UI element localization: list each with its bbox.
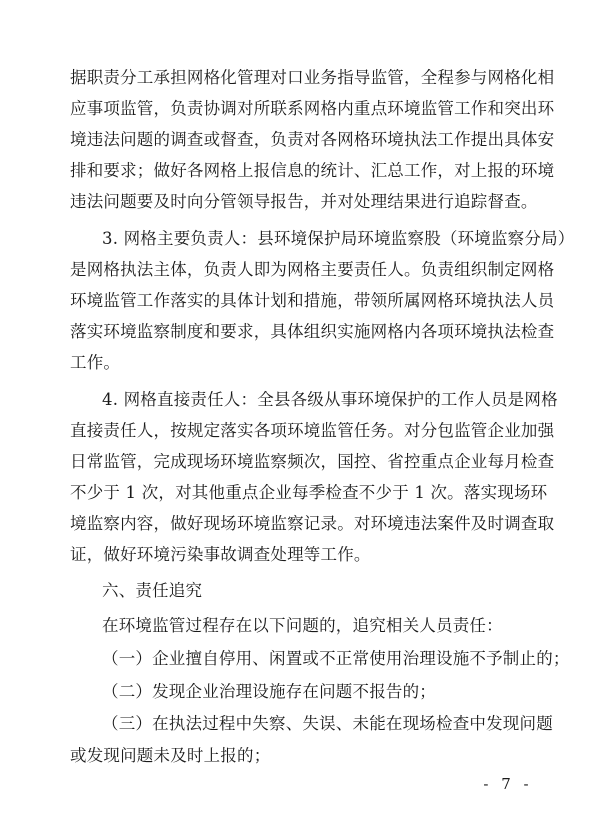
text-line: 落实环境监察制度和要求，具体组织实施网格内各项环境执法检查 [70,322,555,341]
text-line: 排和要求；做好各网格上报信息的统计、汇总工作，对上报的环境 [70,161,555,180]
section-heading: 六、责任追究 [102,581,203,600]
list-item: （二）发现企业治理设施存在问题不报告的； [102,682,436,701]
text-line: 或发现问题未及时上报的； [70,746,271,765]
list-item: （三）在执法过程中失察、失误、未能在现场检查中发现问题 [102,714,553,733]
text-line: 3. 网格主要负责人：县环境保护局环境监察股（环境监察分局） [102,229,575,248]
text-line: 在环境监管过程存在以下问题的，追究相关人员责任： [102,616,503,635]
text-line: 境监察内容，做好现场环境监察记录。对环境违法案件及时调查取 [70,514,555,533]
text-line: 应事项监管，负责协调对所联系网格内重点环境监管工作和突出环 [70,99,555,118]
text-line: 证，做好环境污染事故调查处理等工作。 [70,545,371,564]
text-line: 违法问题要及时向分管领导报告，并对处理结果进行追踪督查。 [70,192,538,211]
text-line: 环境监管工作落实的具体计划和措施，带领所属网格环境执法人员 [70,291,555,310]
text-line: 是网格执法主体，负责人即为网格主要责任人。负责组织制定网格 [70,260,555,279]
text-line: 工作。 [70,353,121,372]
text-line: 直接责任人，按规定落实各项环境监管任务。对分包监管企业加强 [70,421,555,440]
list-item: （一）企业擅自停用、闲置或不正常使用治理设施不予制止的； [102,649,570,668]
text-line: 不少于 1 次，对其他重点企业每季检查不少于 1 次。落实现场环 [70,483,548,502]
text-line: 境违法问题的调查或督查，负责对各网格环境执法工作提出具体安 [70,130,555,149]
page-number: - 7 - [483,775,533,793]
text-line: 日常监管，完成现场环境监察频次，国控、省控重点企业每月检查 [70,452,555,471]
text-line: 4. 网格直接责任人：全县各级从事环境保护的工作人员是网格 [102,390,558,409]
text-line: 据职责分工承担网格化管理对口业务指导监管，全程参与网格化相 [70,68,555,87]
